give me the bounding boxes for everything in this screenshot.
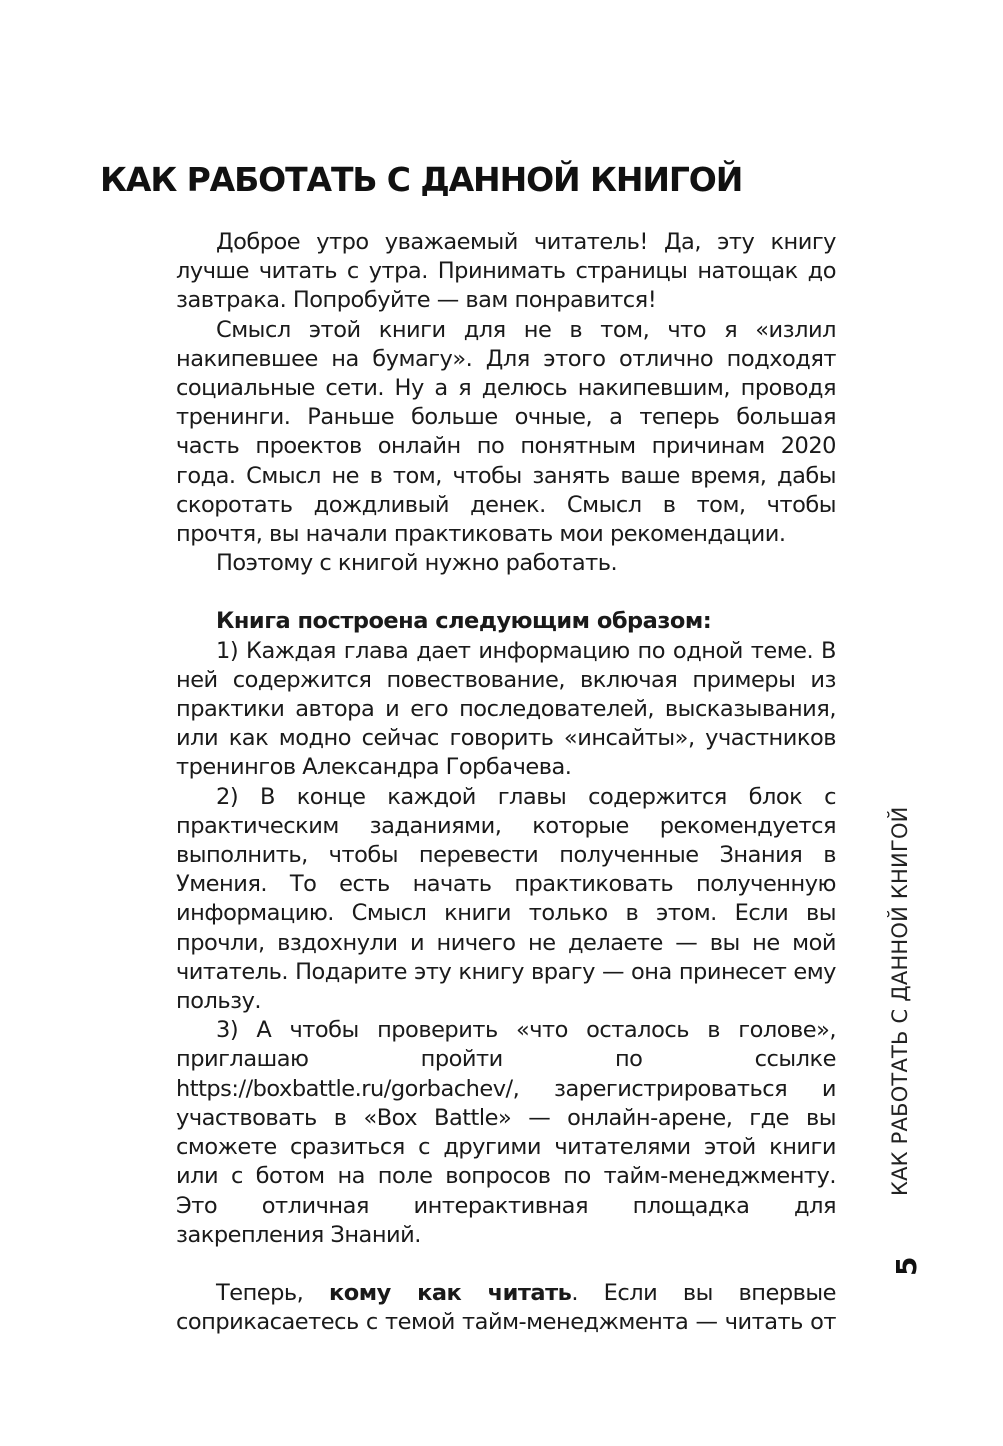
paragraph-purpose: Смысл этой книги для не в том, что я «излил накипевшее на бумагу». Для этого отлично подходят социальные сети. Ну а я делюсь накипевшим, проводя тренинги. Раньше больше очные, а теперь большая часть проектов онлайн по понятным причинам 2020 года. Смысл не в том, чтобы занять ваше время, дабы скоротать дождливый денек. Смысл в том, чтобы прочтя, вы начали практиковать мои рекомендации. bbox=[176, 316, 836, 548]
page-number: 5 bbox=[890, 1256, 923, 1276]
how-to-read-emphasis: кому как читать bbox=[328, 1279, 572, 1306]
paragraph-how-to-read bbox=[176, 1279, 836, 1337]
how-to-read-intro: Теперь, bbox=[216, 1279, 329, 1306]
structure-subheading: Книга построена следующим образом: bbox=[216, 608, 712, 635]
body-text bbox=[176, 228, 836, 1337]
list-item-1: 1) Каждая глава дает информацию по одной теме. В ней содержится повествование, включая примеры из практики автора и его последователей, высказывания, или как модно сейчас говорить «инсайты», участников тренингов Александра Горбачева. bbox=[176, 637, 836, 781]
paragraph-work: Поэтому с книгой нужно работать. bbox=[216, 550, 618, 577]
running-header: КАК РАБОТАТЬ С ДАННОЙ КНИГОЙ bbox=[888, 806, 912, 1196]
list-item-3: 3) А чтобы проверить «что осталось в голове», приглашаю пройти по ссылке https://boxbattle.ru/gorbachev/, зарегистрироваться и участвовать в «Box Battle» — онлайн-арене, где вы сможете сразиться с другими читателями этой книги или с ботом на поле вопросов по тайм-менеджменту. Это отличная интерактивная площадка для закрепления Знаний. bbox=[176, 1017, 836, 1248]
list-item-2: 2) В конце каждой главы содержится блок с практическим заданиями, которые рекомендуется выполнить, чтобы перевести полученные Знания в Умения. То есть начать практиковать полученную информацию. Смысл книги только в этом. Если вы прочли, вздохнули и ничего не делаете — вы не мой читатель. Подарите эту книгу врагу — она принесет ему пользу. bbox=[176, 783, 836, 1015]
chapter-title: КАК РАБОТАТЬ С ДАННОЙ КНИГОЙ bbox=[100, 160, 743, 199]
how-to-read-rest: . Если вы впервые соприкасаетесь с темой тайм-менеджмента — читать от bbox=[176, 1279, 836, 1336]
paragraph-intro: Доброе утро уважаемый читатель! Да, эту книгу лучше читать с утра. Принимать страницы натощак до завтрака. Попробуйте — вам понравится! bbox=[176, 229, 836, 314]
